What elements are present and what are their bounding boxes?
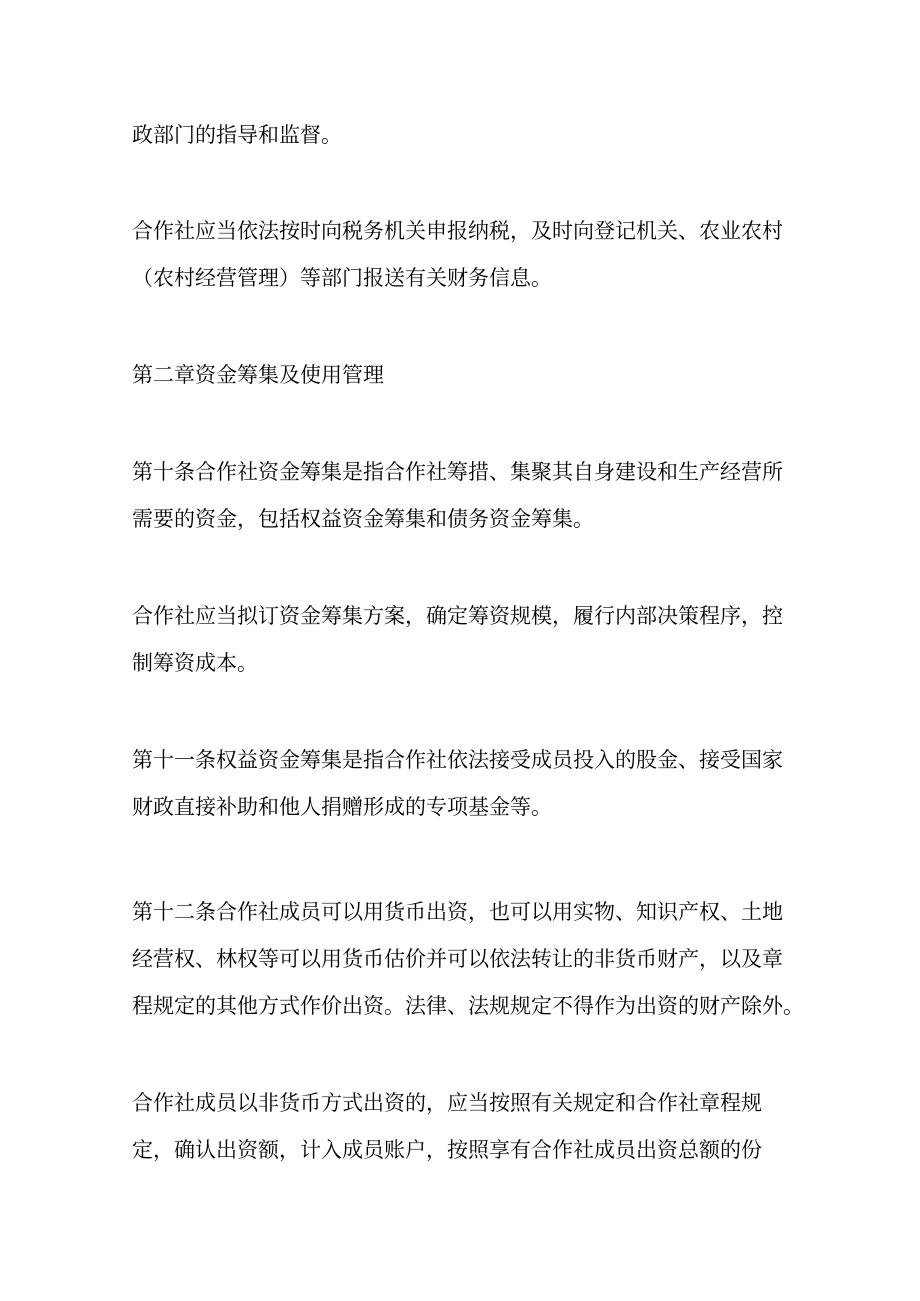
text-line: 第十条合作社资金筹集是指合作社筹措、集聚其自身建设和生产经营所	[132, 460, 783, 484]
text-line: 财政直接补助和他人捐赠形成的专项基金等。	[132, 795, 552, 819]
text-line: 制筹资成本。	[132, 651, 258, 675]
text-line: 第十二条合作社成员可以用货币出资，也可以用实物、知识产权、土地	[132, 900, 783, 924]
text-line: 合作社成员以非货币方式出资的，应当按照有关规定和合作社章程规	[132, 1091, 762, 1115]
text-line: 合作社应当拟订资金筹集方案，确定筹资规模，履行内部决策程序，控	[132, 604, 783, 628]
text-line: 第十一条权益资金筹集是指合作社依法接受成员投入的股金、接受国家	[132, 748, 783, 772]
paragraph-non-monetary	[132, 1080, 802, 1174]
text-line: 需要的资金，包括权益资金筹集和债务资金筹集。	[132, 507, 594, 531]
paragraph-article-10	[132, 449, 802, 543]
paragraph-article-12	[132, 889, 802, 1030]
paragraph-1	[132, 112, 802, 159]
text-line: 定，确认出资额，计入成员账户，按照享有合作社成员出资总额的份	[132, 1138, 762, 1162]
paragraph-funding-plan	[132, 593, 802, 687]
text-line: 政部门的指导和监督。	[132, 123, 342, 147]
paragraph-article-11	[132, 737, 802, 831]
paragraph-2	[132, 208, 802, 302]
text-line: 经营权、林权等可以用货币估价并可以依法转让的非货币财产，以及章	[132, 947, 783, 971]
text-line: （农村经营管理）等部门报送有关财务信息。	[132, 266, 552, 290]
chapter-heading	[132, 352, 802, 399]
text-line: 合作社应当依法按时向税务机关申报纳税，及时向登记机关、农业农村	[132, 219, 783, 243]
text-line: 程规定的其他方式作价出资。法律、法规规定不得作为出资的财产除外。	[132, 994, 804, 1018]
text-line: 第二章资金筹集及使用管理	[132, 363, 384, 387]
